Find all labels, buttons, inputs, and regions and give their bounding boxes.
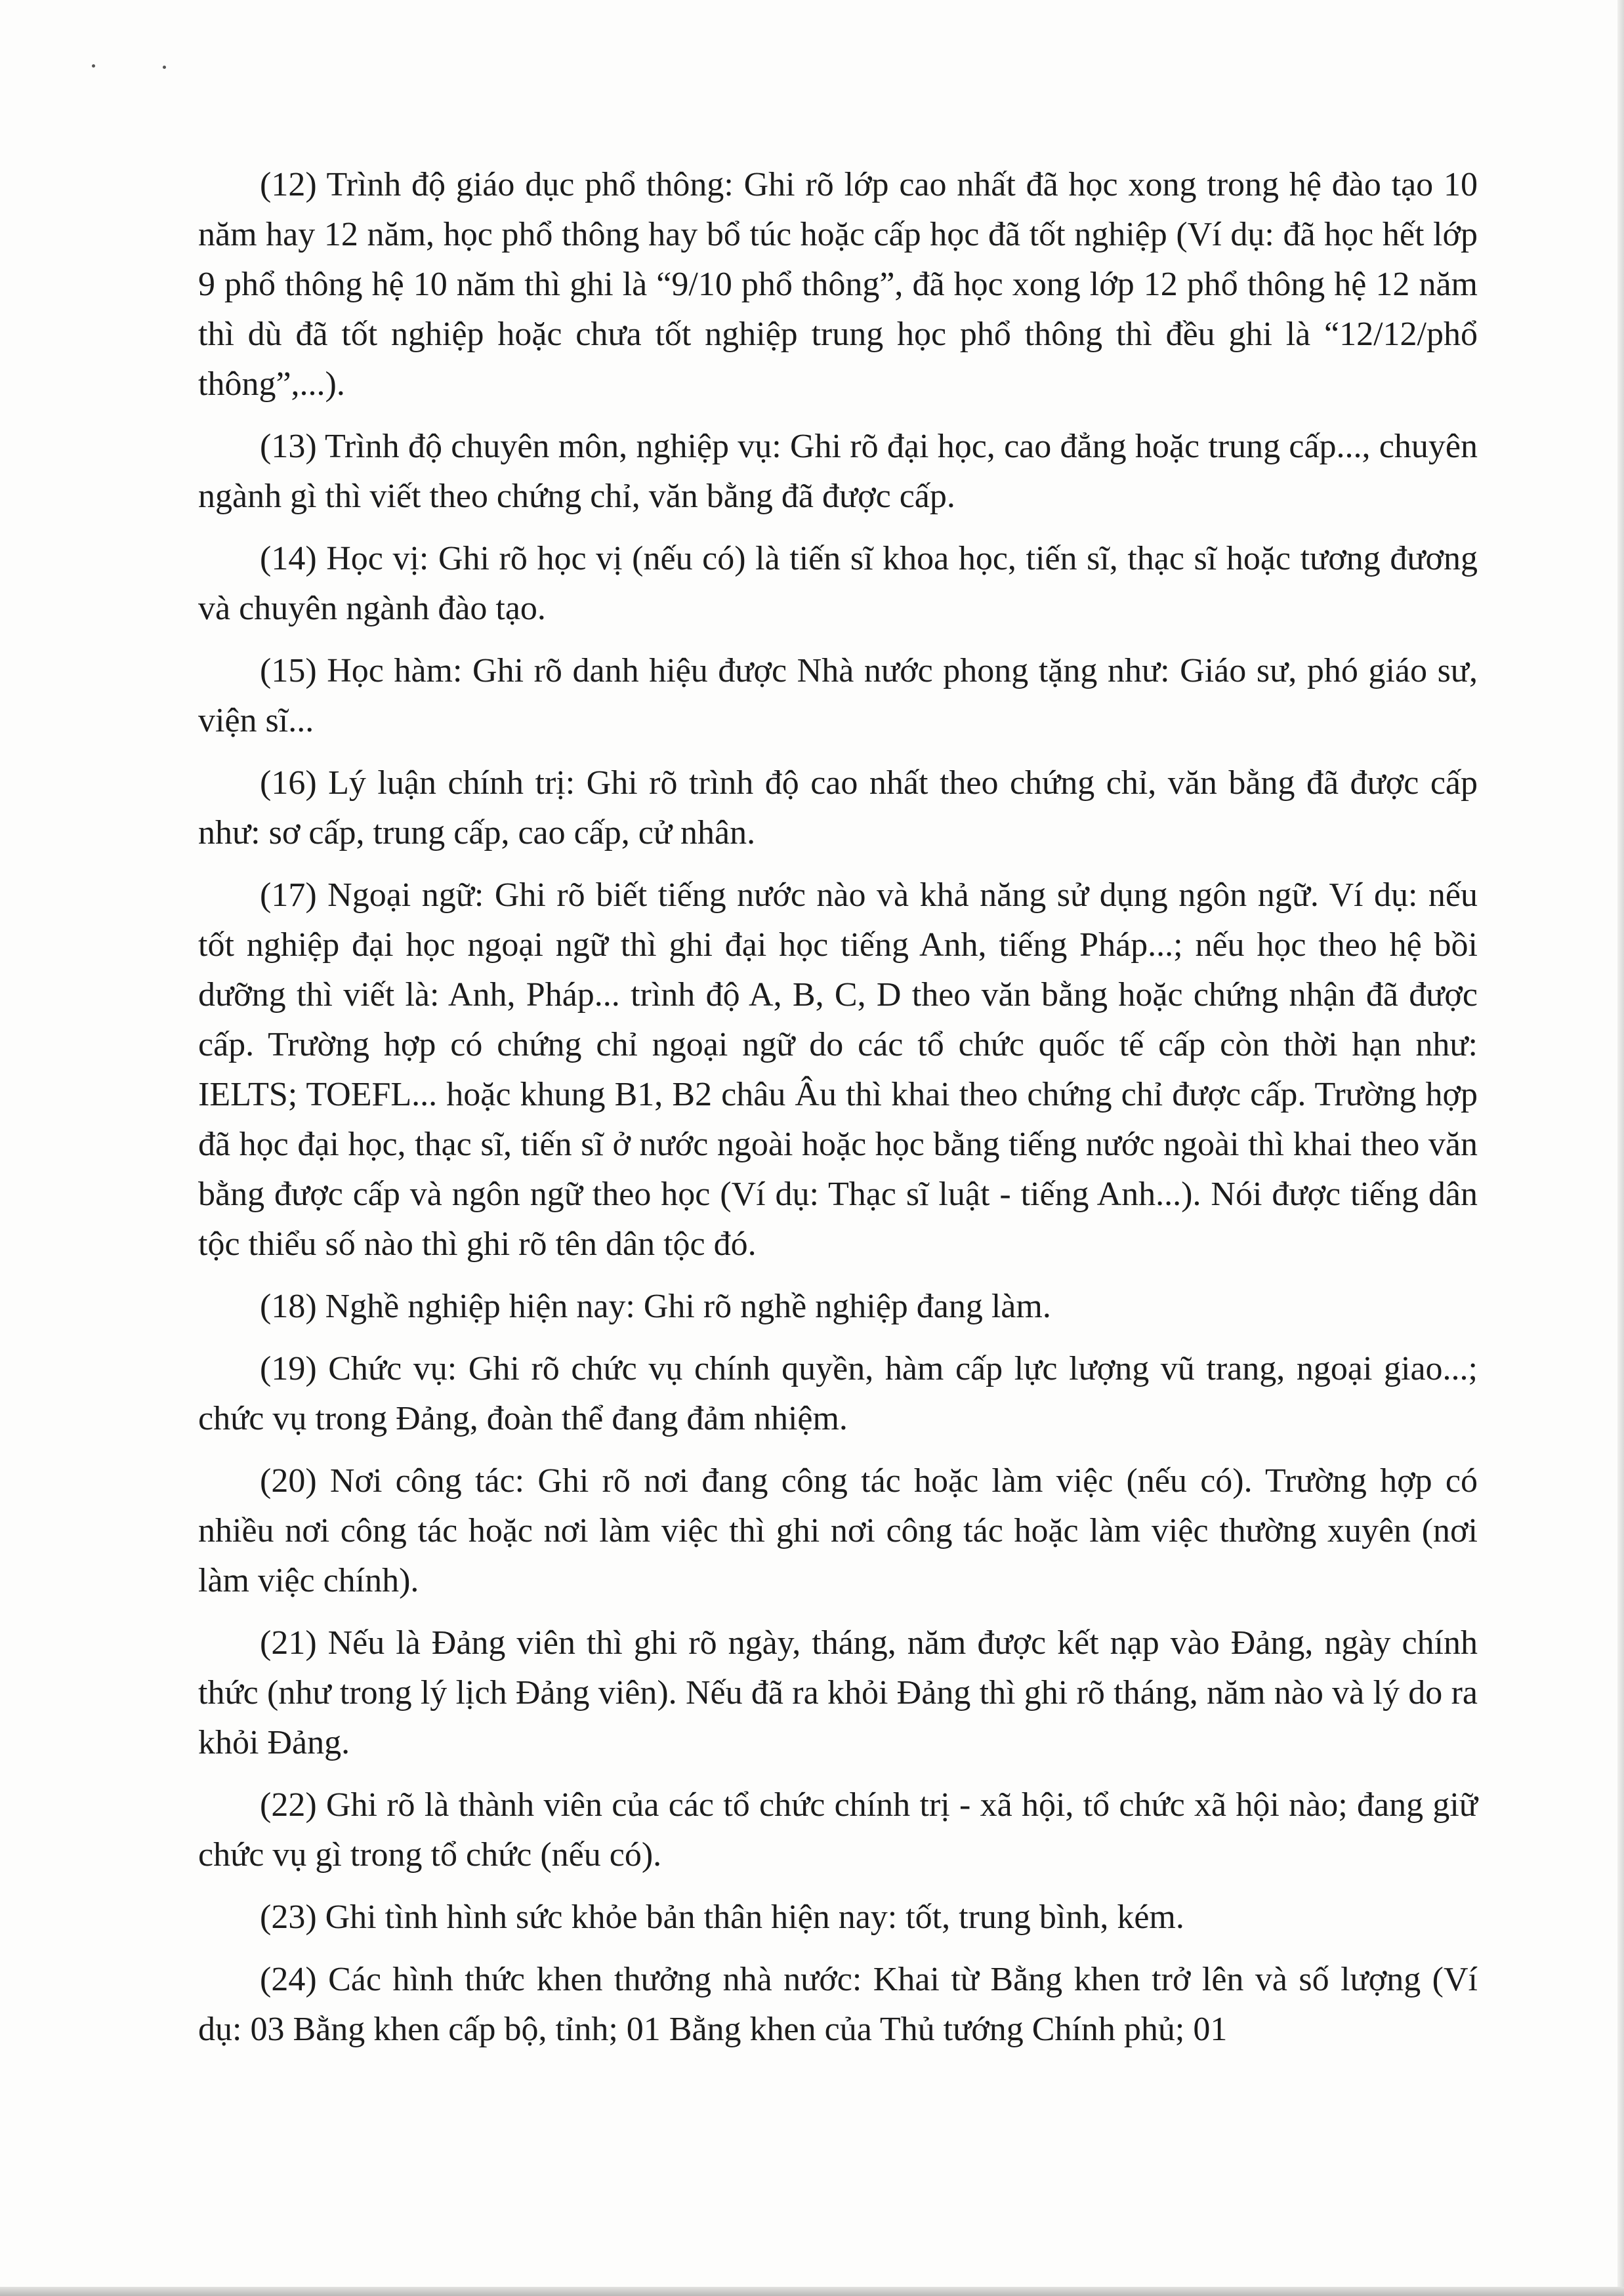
scan-edge-bottom — [0, 2287, 1624, 2296]
note-19-position: (19) Chức vụ: Ghi rõ chức vụ chính quyền, hàm cấp lực lượng vũ trang, ngoại giao...; chức vụ trong Đảng, đoàn thể đang đảm nhiệm. — [198, 1350, 1478, 1437]
document-body — [198, 160, 1478, 2067]
note-13-professional-qualification: (13) Trình độ chuyên môn, nghiệp vụ: Ghi rõ đại học, cao đẳng hoặc trung cấp..., chuyên ngành gì thì viết theo chứng chỉ, văn bằng đã được cấp. — [198, 428, 1478, 515]
note-24-state-awards: (24) Các hình thức khen thưởng nhà nước: Khai từ Bằng khen trở lên và số lượng (Ví dụ: 03 Bằng khen cấp bộ, tỉnh; 01 Bằng khen của Thủ tướng Chính phủ; 01 — [198, 1961, 1478, 2048]
note-22-organization-membership: (22) Ghi rõ là thành viên của các tổ chức chính trị - xã hội, tổ chức xã hội nào; đang giữ chức vụ gì trong tổ chức (nếu có). — [198, 1786, 1478, 1874]
note-21-party-membership: (21) Nếu là Đảng viên thì ghi rõ ngày, tháng, năm được kết nạp vào Đảng, ngày chính thức (như trong lý lịch Đảng viên). Nếu đã ra khỏi Đảng thì ghi rõ tháng, năm nào và lý do ra khỏi Đảng. — [198, 1624, 1478, 1761]
note-20-workplace: (20) Nơi công tác: Ghi rõ nơi đang công tác hoặc làm việc (nếu có). Trường hợp có nhiều nơi công tác hoặc nơi làm việc thì ghi nơi công tác hoặc làm việc thường xuyên (nơi làm việc chính). — [198, 1462, 1478, 1599]
note-18-current-occupation: (18) Nghề nghiệp hiện nay: Ghi rõ nghề nghiệp đang làm. — [260, 1288, 1051, 1325]
note-14-academic-degree: (14) Học vị: Ghi rõ học vị (nếu có) là tiến sĩ khoa học, tiến sĩ, thạc sĩ hoặc tương đương và chuyên ngành đào tạo. — [198, 540, 1478, 627]
scan-edge-right — [1617, 0, 1624, 2296]
note-17-foreign-language: (17) Ngoại ngữ: Ghi rõ biết tiếng nước nào và khả năng sử dụng ngôn ngữ. Ví dụ: nếu tốt nghiệp đại học ngoại ngữ thì ghi đại học tiếng Anh, tiếng Pháp...; nếu học theo hệ bồi dưỡng thì viết là: Anh, Pháp... trình độ A, B, C, D theo văn bằng hoặc chứng nhận đã được cấp. Trường hợp có chứng chỉ ngoại ngữ do các tổ chức quốc tế cấp còn thời hạn như: IELTS; TOEFL... hoặc khung B1, B2 châu Âu thì khai theo chứng chỉ được cấp. Trường hợp đã học đại học, thạc sĩ, tiến sĩ ở nước ngoài hoặc học bằng tiếng nước ngoài thì khai theo văn bằng được cấp và ngôn ngữ theo học (Ví dụ: Thạc sĩ luật - tiếng Anh...). Nói được tiếng dân tộc thiểu số nào thì ghi rõ tên dân tộc đó. — [198, 876, 1478, 1263]
note-16-political-theory: (16) Lý luận chính trị: Ghi rõ trình độ cao nhất theo chứng chỉ, văn bằng đã được cấp như: sơ cấp, trung cấp, cao cấp, cử nhân. — [198, 764, 1478, 851]
note-12-general-education: (12) Trình độ giáo dục phổ thông: Ghi rõ lớp cao nhất đã học xong trong hệ đào tạo 10 năm hay 12 năm, học phổ thông hay bổ túc hoặc cấp học đã tốt nghiệp (Ví dụ: đã học hết lớp 9 phổ thông hệ 10 năm thì ghi là “9/10 phổ thông”, đã học xong lớp 12 phổ thông hệ 12 năm thì dù đã tốt nghiệp hoặc chưa tốt nghiệp trung học phổ thông thì đều ghi là “12/12/phổ thông”,...). — [198, 166, 1478, 403]
note-15-academic-title: (15) Học hàm: Ghi rõ danh hiệu được Nhà nước phong tặng như: Giáo sư, phó giáo sư, viện sĩ... — [198, 652, 1478, 739]
scan-speck — [163, 66, 166, 69]
scan-speck — [92, 64, 95, 68]
note-23-health-status: (23) Ghi tình hình sức khỏe bản thân hiện nay: tốt, trung bình, kém. — [260, 1898, 1184, 1936]
